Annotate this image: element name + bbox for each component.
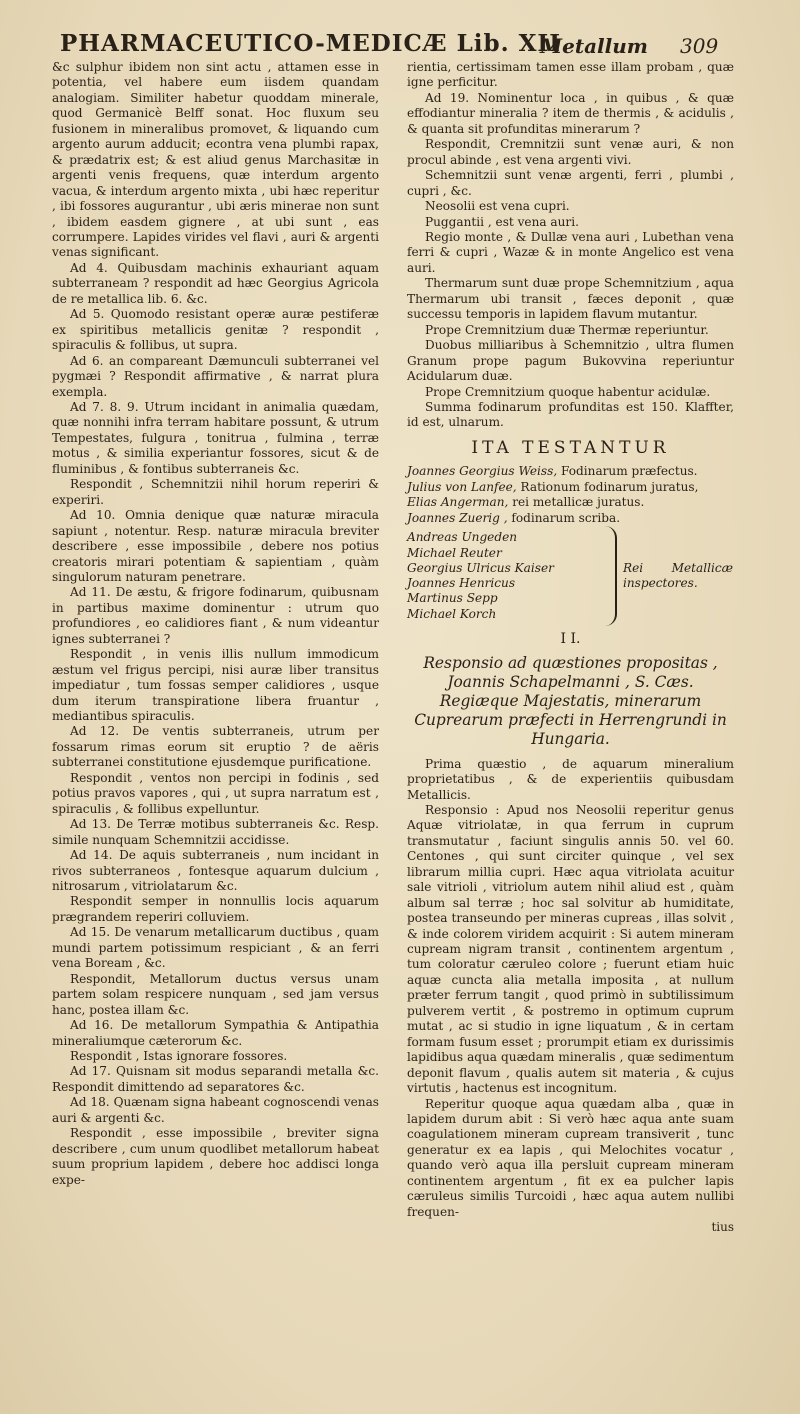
paragraph: &c sulphur ibidem non sint actu , attamen esse in potentia, vel habere eum iisdem quandam analogiam. Similiter habetur quoddam minerale, quod Germanicè Belff sonat. Hoc fluxum seu fusionem in mineralibus promovet, & liquando cum argento aurum adducit; econtra vena plumbi rapax, & prædatrix est; & est aliud genus Marchasitæ in argenti venis frequens, quæ interdum argento vacua, & interdum argento mixta , ubi hæc reperitur , ibi fossores augurantur , ubi æris minerae non sunt , ibidem easdem gignere , at ubi sunt , eas corrumpere. Lapides virides vel flavi , auri & argenti venas significant.	[52, 60, 379, 260]
left-column	[52, 60, 379, 1188]
paragraph: Ad 7. 8. 9. Utrum incidant in animalia quædam, quæ nonnihi infra terram habitare possunt, & utrum Tempestates, fulgura , tonitrua , fulmina , terræ motus , & similia experiantur fossores, sicut & de fluminibus , & fontibus subterraneis &c.	[52, 399, 379, 476]
signatory-line	[407, 480, 734, 495]
paragraph: Ad 5. Quomodo resistant operæ auræ pestiferæ ex spiritibus metallicis genitæ ? respondit , spiraculis & follibus, ut supra.	[52, 307, 379, 353]
paragraph: Summa fodinarum profunditas est 150. Klaffter, id est, ulnarum.	[407, 399, 734, 430]
paragraph: Ad 6. an compareant Dæmunculi subterranei vel pygmæi ? Respondit affirmative , & narrat plura exempla.	[52, 353, 379, 399]
inspectors-role: Rei Metallicæ inspectores.	[623, 561, 733, 591]
signatory-role: Fodinarum præfectus.	[557, 464, 698, 479]
paragraph: Prima quæstio , de aquarum mineralium proprietatibus , & de experientiis quibusdam Metallicis.	[407, 756, 734, 802]
signatory-line	[407, 464, 734, 479]
signatory-name: Joannes Zuerig ,	[407, 510, 508, 525]
paragraph: Ad 16. De metallorum Sympathia & Antipathia mineraliumque cæterorum &c.	[52, 1018, 379, 1048]
inspectors-group	[407, 526, 734, 626]
signatory-role: fodinarum scriba.	[507, 510, 621, 525]
paragraph: Ad 19. Nominentur loca , in quibus , & quæ effodiantur mineralia ? item de thermis , & acidulis , & quanta sit profunditas minerarum ?	[407, 90, 734, 136]
paragraph: Respondit , ventos non percipi in fodinis , sed potius pravos vapores , qui , ut supra narratum est , spiraculis , & follibus expelluntur.	[52, 770, 379, 816]
page-number: 309	[680, 34, 719, 58]
paragraph: Ad 15. De venarum metallicarum ductibus , quam mundi partem potissimum respiciant , & an ferri vena Boream , &c.	[52, 925, 379, 971]
inspector-name: Michael Korch	[407, 606, 497, 621]
signatory-line	[407, 495, 734, 510]
page-header	[60, 30, 740, 64]
signatory-name: Joannes Georgius Weiss,	[407, 464, 558, 479]
paragraph: Duobus milliaribus à Schemnitzio , ultra flumen Granum prope pagum Bukovvina reperiuntur Acidularum duæ.	[407, 338, 734, 384]
attestation-heading: ITA TESTANTUR	[471, 437, 670, 458]
paragraph: Prope Cremnitzium quoque habentur acidulæ.	[425, 384, 711, 399]
paragraph: Ad 13. De Terræ motibus subterraneis &c. Resp. simile nunquam Schemnitzii accidisse.	[52, 817, 379, 847]
paragraph: Schemnitzii sunt venæ argenti, ferri , plumbi , cupri , &c.	[407, 168, 734, 198]
paragraph: Ad 14. De aquis subterraneis , num incidant in rivos subterraneos , fontesque aquarum dulcium , nitrosarum , vitriolatarum &c.	[52, 848, 379, 894]
paragraph: Ad 4. Quibusdam machinis exhauriant aquam subterraneam ? respondit ad hæc Georgius Agricola de re metallica lib. 6. &c.	[52, 260, 379, 306]
inspector-name: Joannes Henricus	[407, 576, 516, 591]
signatory-name: Julius von Lanfee,	[407, 479, 517, 494]
inspector-name: Martinus Sepp	[407, 591, 498, 606]
paragraph: Respondit , Istas ignorare fossores.	[70, 1049, 288, 1063]
section-title-two: Responsio ad quæstiones propositas , Joannis Schapelmanni , S. Cæs. Regiæque Majestatis, minerarum Cuprearum præfecti in Herrengrundi in Hungaria.	[414, 653, 727, 748]
signatory-role: rei metallicæ juratus.	[508, 495, 645, 510]
paragraph: Puggantii , est vena auri.	[425, 214, 579, 229]
paragraph: Respondit, Metallorum ductus versus unam partem solam respicere nunquam , sed jam versus hanc, postea illam &c.	[52, 971, 379, 1017]
paragraph: Respondit , Schemnitzii nihil horum reperiri & experiri.	[52, 477, 379, 507]
paragraph: Prope Cremnitzium duæ Thermæ reperiuntur.	[425, 322, 709, 337]
signatory-role: Rationum fodinarum juratus,	[516, 479, 699, 494]
paragraph: Ad 10. Omnia denique quæ naturæ miracula sapiunt , notentur. Resp. naturæ miracula breviter describere , esse impossibile , debere nos potius creatoris mirari potentiam & sapientiam , quàm singulorum naturam penetrare.	[52, 508, 379, 584]
right-column	[407, 60, 734, 1236]
paragraph: Regio monte , & Dullæ vena auri , Lubethan vena ferri & cupri , Wazæ & in monte Angelico est vena auri.	[407, 229, 734, 275]
paragraph: Respondit , esse impossibile , breviter signa describere , cum unum quodlibet metallorum habeat suum proprium lapidem , debere hoc addisci longa expe-	[52, 1126, 379, 1187]
paragraph: Respondit, Cremnitzii sunt venæ auri, & non procul abinde , est vena argenti vivi.	[407, 137, 734, 167]
inspector-names	[407, 530, 599, 622]
paragraph: Neosolii est vena cupri.	[425, 199, 570, 214]
paragraph: Ad 17. Quisnam sit modus separandi metalla &c. Respondit dimittendo ad separatores &c.	[52, 1064, 379, 1094]
paragraph: Ad 18. Quænam signa habeant cognoscendi venas auri & argenti &c.	[52, 1095, 379, 1125]
catchword: tius	[711, 1220, 734, 1235]
paragraph: Responsio : Apud nos Neosolii reperitur genus Aquæ vitriolatæ, in qua ferrum in cuprum transmutatur , faciunt singulis annis 50. vel 60. Centones , qui sunt circiter quinque , vel sex librarum millia cupri. Hæc aqua vitriolata acuitur sale vitrioli , vitriolum autem nihil aliud est , quàm album sal terræ ; hoc sal solvitur ab humiditate, postea transeundo per mineras cupreas , illas solvit , & inde colorem viridem acquirit : Si autem mineram cupream nigram transit , continentem argentum , tum coloratur cæruleo colore ; fuerunt etiam huic aquæ cuncta alia metalla imposita , at nullum præter ferrum tangit , quod primò in subtilissimum pulverem vertit , & postremo in optimum cuprum mutat , ac si studio in igne liquatum , & in certam formam fusum esset ; prorumpit etiam ex durissimis lapidibus aqua quædam mineralis , quæ sedimentum deponit flavum , qualis autem sit materia , & cujus virtutis , hactenus est incognitum.	[407, 802, 734, 1096]
paragraph: Respondit , in venis illis nullum immodicum æstum vel frigus percipi, nisi auræ liber transitus impediatur , tum fossas semper calidiores , usque dum iterum transpiratione libera fruantur , mediantibus spiraculis.	[52, 647, 379, 724]
signatory-name: Elias Angerman,	[407, 495, 509, 510]
section-numeral: I I.	[560, 631, 581, 648]
signatory-line	[407, 511, 734, 526]
brace-mark	[599, 526, 617, 626]
paragraph: Ad 11. De æstu, & frigore fodinarum, quibusnam in partibus maxime dominentur : utrum quo profundiores , eo calidiores fiant , & num videantur ignes subterranei ?	[52, 585, 379, 646]
paragraph: Thermarum sunt duæ prope Schemnitzium , aqua Thermarum ubi transit , fæces deponit , quæ successu temporis in lapidem flavum mutantur.	[407, 276, 734, 322]
inspector-name: Andreas Ungeden	[407, 530, 518, 545]
running-title: PHARMACEUTICO-MEDICÆ Lib. XII.	[60, 30, 570, 57]
inspector-name: Michael Reuter	[407, 545, 502, 560]
paragraph: rientia, certissimam tamen esse illam probam , quæ igne perficitur.	[407, 60, 734, 90]
paragraph: Ad 12. De ventis subterraneis, utrum per fossarum rimas eorum sit eruptio ? de aëris subterranei constitutione ejusdemque purificatione.	[52, 724, 379, 770]
section-title: Metallum	[540, 34, 648, 58]
paragraph: Respondit semper in nonnullis locis aquarum prægrandem reperiri colluviem.	[52, 894, 379, 924]
paragraph: Reperitur quoque aqua quædam alba , quæ in lapidem durum abit : Si verò hæc aqua ante suam coagulationem mineram cupream transiverit , tunc generatur ex ea lapis , qui Melochites vocatur , quando verò aqua illa persluit cupream mineram continentem argentum , fit ex ea pulcher lapis cæruleus similis Turcoidi , hæc aqua autem nullibi frequen-	[407, 1096, 734, 1219]
inspector-name: Georgius Ulricus Kaiser	[407, 560, 554, 575]
